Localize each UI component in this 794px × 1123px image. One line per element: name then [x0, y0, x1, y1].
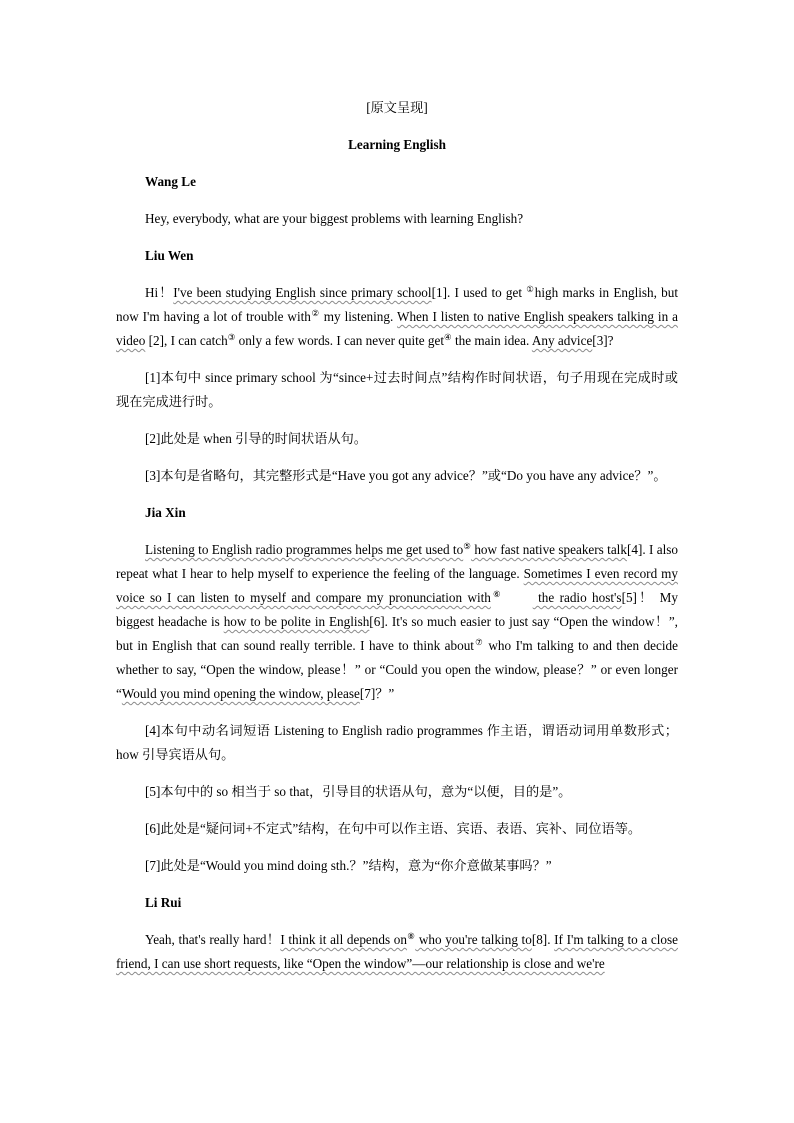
underlined-phrase: When I listen to native English speakers talking in a video — [116, 309, 678, 348]
footnote-marker: ③ — [227, 332, 236, 342]
dialogue-paragraph — [116, 525, 678, 706]
note-paragraph: [3]本句是省略句，其完整形式是“Have you got any advice？”或“Do you have any advice？”。 — [145, 468, 667, 483]
footnote-marker: ⑧ — [406, 931, 416, 941]
footnote-marker: ⑥ — [490, 589, 503, 599]
footnote-marker: ⑦ — [473, 637, 484, 647]
footnote-marker: ④ — [444, 332, 452, 342]
footnote-marker: ⑤ — [463, 541, 471, 551]
underlined-phrase: I've been studying English since primary school — [173, 285, 432, 300]
footnote-marker: ① — [526, 284, 535, 294]
text-run: Hi！ — [145, 285, 174, 300]
text-run: [5]！ My biggest headache is — [116, 590, 679, 629]
text-run: who I'm talking to and then decide whether to say, “Open the window, please！” or “Could you open the window, please？” or even longer “ — [116, 638, 678, 701]
speaker-name: Li Rui — [145, 895, 182, 910]
speaker-name: Liu Wen — [145, 248, 194, 263]
section-heading: [原文呈现] — [366, 100, 428, 115]
text-run: my listening. — [319, 309, 398, 324]
text-run: [1]. I used to get — [431, 285, 527, 300]
text-run: [3]? — [592, 333, 614, 348]
dialogue-paragraph — [116, 268, 678, 353]
text-run: [2], I can catch — [145, 333, 228, 348]
text-run: Hey, everybody, what are your biggest problems with learning English? — [145, 211, 524, 226]
text-run: [8]. — [531, 932, 555, 947]
document-body — [116, 96, 678, 976]
text-run: [6]. It's so much easier to just say “Open the window！”, but in English that can sound really terrible. I have to think about — [116, 614, 678, 653]
note-paragraph: [2]此处是 when 引导的时间状语从句。 — [145, 431, 367, 446]
underlined-phrase: how to be polite in English — [223, 614, 370, 629]
speaker-name: Jia Xin — [145, 505, 186, 520]
underlined-phrase: how fast native speakers talk — [470, 542, 627, 557]
text-run: only a few words. I can never quite get — [235, 333, 445, 348]
dialogue-paragraph — [116, 915, 678, 976]
note-paragraph: [5]本句中的 so 相当于 so that，引导目的状语从句，意为“以便，目的是”。 — [145, 784, 572, 799]
text-run: [7]？” — [359, 686, 395, 701]
underlined-phrase: Sometimes I even record my voice so I can listen to myself and compare my pronunciation with — [116, 566, 678, 605]
dialogue-paragraph — [116, 194, 678, 231]
footnote-marker: ② — [310, 308, 320, 318]
underlined-phrase: Listening to English radio programmes helps me get used to — [145, 542, 464, 557]
underlined-phrase: Any advice — [531, 333, 593, 348]
text-run: the main idea. — [451, 333, 532, 348]
speaker-name: Wang Le — [145, 174, 196, 189]
text-run: high marks in English, but now I'm having a lot of trouble with — [116, 285, 679, 324]
underlined-phrase: Would you mind opening the window, please — [121, 686, 360, 701]
text-run: Yeah, that's really hard！ — [145, 932, 281, 947]
note-paragraph: [7]此处是“Would you mind doing sth.？”结构，意为“你介意做某事吗？” — [145, 858, 552, 873]
underlined-phrase: If I'm talking to a close friend, I can use short requests, like “Open the window”—our relationship is close and we're — [116, 932, 678, 971]
page-title: Learning English — [348, 137, 446, 152]
underlined-phrase: I think it all depends on — [280, 932, 407, 947]
note-paragraph: [4]本句中动名词短语 Listening to English radio programmes 作主语，谓语动词用单数形式；how 引导宾语从句。 — [116, 723, 678, 762]
underlined-phrase: the radio host's — [532, 590, 622, 605]
underlined-phrase: who you're talking to — [415, 932, 532, 947]
text-run: [4]. I also repeat what I hear to help myself to experience the feeling of the language. — [116, 542, 678, 581]
note-paragraph: [1]本句中 since primary school 为“since+过去时间点”结构作时间状语，句子用现在完成时或现在完成进行时。 — [116, 370, 678, 409]
note-paragraph: [6]此处是“疑问词+不定式”结构，在句中可以作主语、宾语、表语、宾补、同位语等。 — [145, 821, 642, 836]
